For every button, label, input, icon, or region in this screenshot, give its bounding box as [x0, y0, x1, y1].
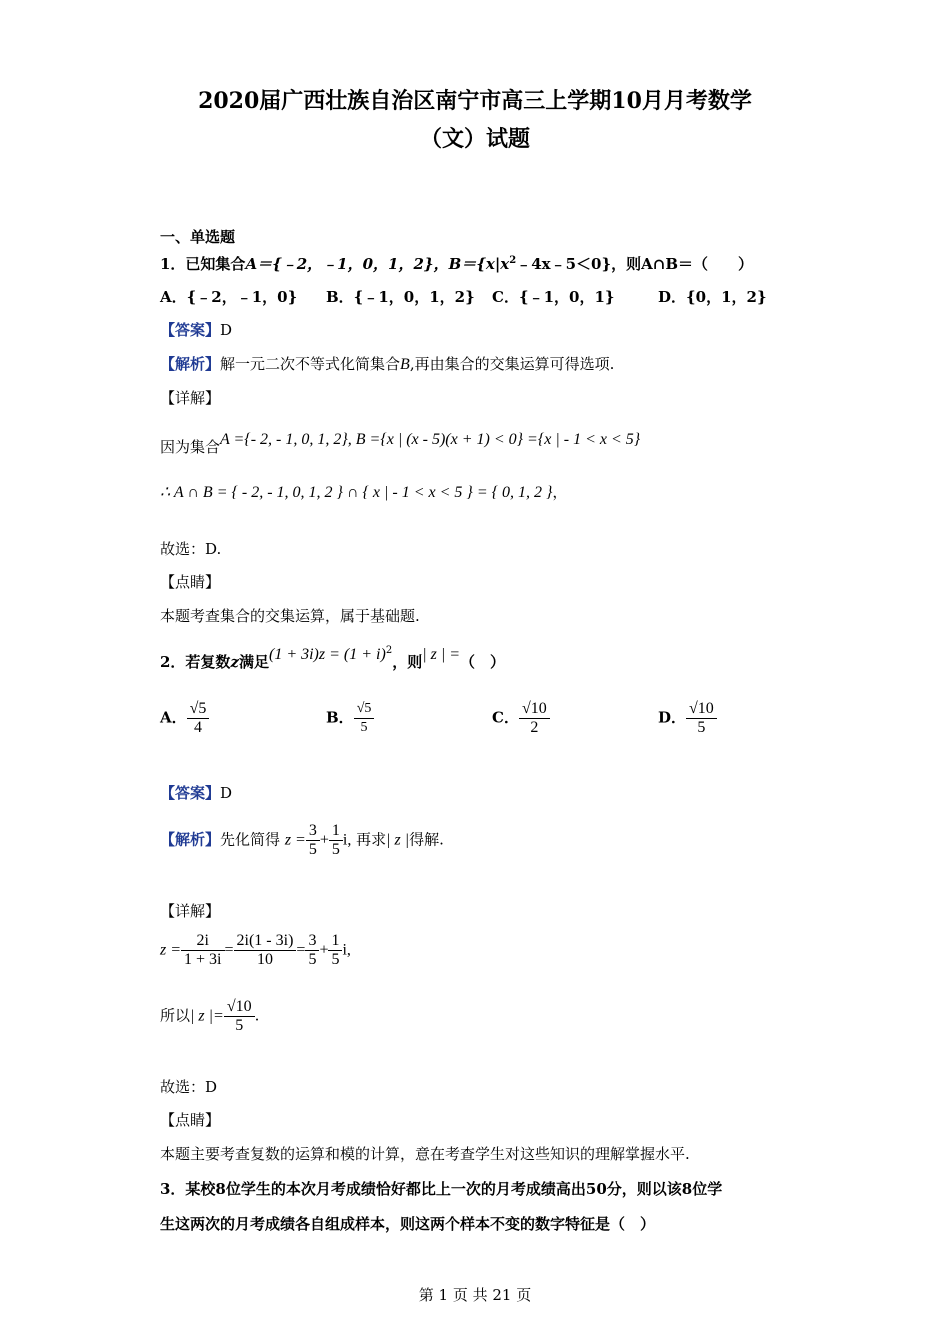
q2-option-d-frac: [686, 700, 717, 737]
q2-stem-paren: （ ）: [460, 653, 506, 671]
q1-stem-sup: 2: [509, 255, 517, 266]
q2-detail-tag: 【详解】: [160, 902, 221, 920]
q2-detail-frac2: [234, 932, 297, 969]
q2-detail-frac2-den: 10: [256, 951, 273, 968]
page-title-line2: （文）试题: [419, 126, 530, 152]
q1-detail-math2-tail: ，: [552, 483, 568, 501]
q2-option-b-label: B．: [326, 708, 354, 727]
q1-detail-line1: [160, 428, 641, 456]
q2-so-frac: [224, 998, 255, 1035]
q1-stem: [160, 250, 753, 275]
q2-option-a-den: 4: [194, 719, 203, 736]
q2-detail-eq: [160, 932, 351, 969]
q1-comment: 本题考查集合的交集运算，属于基础题.: [160, 607, 420, 625]
q2-option-b: [326, 700, 374, 737]
q2-so: [160, 998, 259, 1035]
q2-option-d-num: √10: [686, 700, 717, 719]
q2-detail-frac4-den: 5: [331, 951, 340, 968]
q1-stem-tail: ﹣4x﹣5＜0}，则A∩B＝（ ）: [516, 255, 754, 273]
q1-stem-sets: A＝{﹣2，﹣1，0，1，2}，B＝{x|x: [245, 255, 510, 273]
q1-detail-line2: [160, 481, 567, 504]
q1-detail-math2: ∴ A ∩ B = { - 2, - 1, 0, 1, 2 } ∩ { x | - 1 < x < 5 } = { 0, 1, 2 }: [160, 484, 553, 501]
q2-stem-var: z: [230, 653, 239, 671]
q2-detail-eq1: =: [224, 941, 234, 959]
q1-detail-tag: 【详解】: [160, 389, 221, 407]
q2-analysis-i: i,: [342, 831, 352, 849]
q1-analysis-text: 解一元二次不等式化简集合: [220, 355, 401, 373]
analysis-tag: 【解析】: [160, 830, 221, 849]
q2-detail-frac4: [328, 932, 342, 969]
answer-tag: 【答案】: [160, 321, 221, 339]
q2-analysis-pre: 先化简得: [220, 830, 281, 849]
q2-option-c-den: 2: [530, 719, 539, 736]
q2-detail-tail: i,: [342, 941, 351, 959]
q2-analysis-plus: +: [319, 831, 329, 849]
q2-detail-frac4-num: 1: [328, 932, 342, 951]
q2-option-c-num: √10: [519, 700, 550, 719]
q2-stem-sup: 2: [385, 645, 393, 656]
q2-detail-frac1-num: 2i: [181, 932, 224, 951]
q2-option-a: [160, 700, 209, 737]
q1-answer: [160, 319, 232, 341]
q2-option-d: [658, 700, 717, 737]
q2-detail-eq2: =: [296, 941, 306, 959]
q2-answer: [160, 782, 232, 804]
q1-detail-pre: 因为集合: [160, 438, 221, 456]
q2-option-b-frac: [354, 700, 375, 737]
q2-analysis-abs: | z |: [386, 831, 410, 849]
q2-detail-frac3-den: 5: [308, 951, 317, 968]
q1-choose: 故选：D.: [160, 540, 222, 558]
q2-stem-number: 2．若复数: [160, 653, 231, 671]
q1-option-b: B．{﹣1，0，1，2}: [326, 288, 475, 306]
q3-stem-line1: 3．某校8位学生的本次月考成绩恰好都比上一次的月考成绩高出50分，则以该8位学: [160, 1180, 723, 1198]
q2-option-a-label: A．: [160, 708, 187, 727]
q2-analysis-frac2-den: 5: [331, 841, 340, 858]
q2-so-num: √10: [224, 998, 255, 1017]
q2-option-c-frac: [519, 700, 550, 737]
q1-option-a: A．{﹣2，﹣1，0}: [160, 288, 298, 306]
q2-analysis-z: z =: [284, 831, 306, 849]
page-footer: 第 1 页 共 21 页: [418, 1286, 532, 1304]
q2-detail-frac3: [305, 932, 319, 969]
q2-detail-frac3-num: 3: [305, 932, 319, 951]
q2-analysis-frac1-num: 3: [306, 822, 320, 841]
q2-analysis-frac2: [329, 822, 343, 859]
q2-detail-frac2-num: 2i(1 - 3i): [234, 932, 297, 951]
q1-analysis: [160, 353, 614, 376]
q2-so-pre: 所以: [160, 1006, 191, 1025]
q2-analysis: [160, 822, 444, 859]
q2-answer-value: D: [220, 784, 233, 802]
q1-option-d: D．{0，1，2}: [658, 288, 767, 306]
q1-detail-math1: A ={- 2, - 1, 0, 1, 2}, B ={x | (x - 5)(x + 1) < 0} ={x | - 1 < x < 5}: [220, 431, 641, 448]
q2-stem-satisfy: 满足: [238, 653, 269, 671]
q1-option-c: C．{﹣1，0，1}: [492, 288, 615, 306]
q2-option-d-den: 5: [697, 719, 706, 736]
q1-analysis-tail: ,再由集合的交集运算可得选项.: [409, 355, 615, 373]
q2-option-c-label: C．: [492, 708, 519, 727]
q2-stem-comma: ，则: [392, 653, 423, 671]
q2-comment: 本题主要考查复数的运算和模的计算，意在考查学生对这些知识的理解掌握水平.: [160, 1145, 690, 1163]
q2-choose: 故选：D: [160, 1078, 218, 1096]
q2-detail-plus: +: [319, 941, 329, 959]
q2-option-a-num: √5: [187, 700, 210, 719]
q2-option-c: [492, 700, 550, 737]
q2-detail-frac1: [181, 932, 224, 969]
q2-option-d-label: D．: [658, 708, 687, 727]
q2-so-tail: .: [254, 1006, 260, 1025]
answer-tag: 【答案】: [160, 784, 221, 802]
q2-option-b-num: √5: [354, 700, 375, 719]
q2-analysis-tail: 得解.: [409, 830, 444, 849]
q1-answer-value: D: [220, 321, 233, 339]
q2-detail-z: z =: [160, 941, 182, 959]
q2-comment-tag: 【点睛】: [160, 1111, 221, 1129]
q2-stem-math: (1 + 3i)z = (1 + i): [268, 646, 386, 663]
q2-analysis-frac1-den: 5: [308, 841, 317, 858]
q2-stem-abs: | z | =: [422, 646, 461, 663]
analysis-tag: 【解析】: [160, 355, 221, 373]
page-title-line1: 2020届广西壮族自治区南宁市高三上学期10月月考数学: [198, 88, 752, 114]
q3-stem-line2: 生这两次的月考成绩各自组成样本，则这两个样本不变的数字特征是（ ）: [160, 1215, 656, 1233]
q2-so-den: 5: [235, 1017, 244, 1034]
q1-comment-tag: 【点睛】: [160, 573, 221, 591]
section-heading: 一、单选题: [160, 228, 236, 246]
q2-analysis-frac2-num: 1: [329, 822, 343, 841]
q2-detail-frac1-den: 1 + 3i: [184, 951, 222, 968]
q2-option-a-frac: [187, 700, 210, 737]
q2-so-abs: | z |=: [190, 1007, 224, 1025]
q2-analysis-mid: 再求: [356, 830, 387, 849]
q2-analysis-frac1: [306, 822, 320, 859]
q2-option-b-den: 5: [360, 720, 368, 735]
q1-stem-number: 1．已知集合: [160, 255, 246, 273]
q1-analysis-var: B: [400, 356, 410, 373]
q2-stem: [160, 645, 506, 674]
